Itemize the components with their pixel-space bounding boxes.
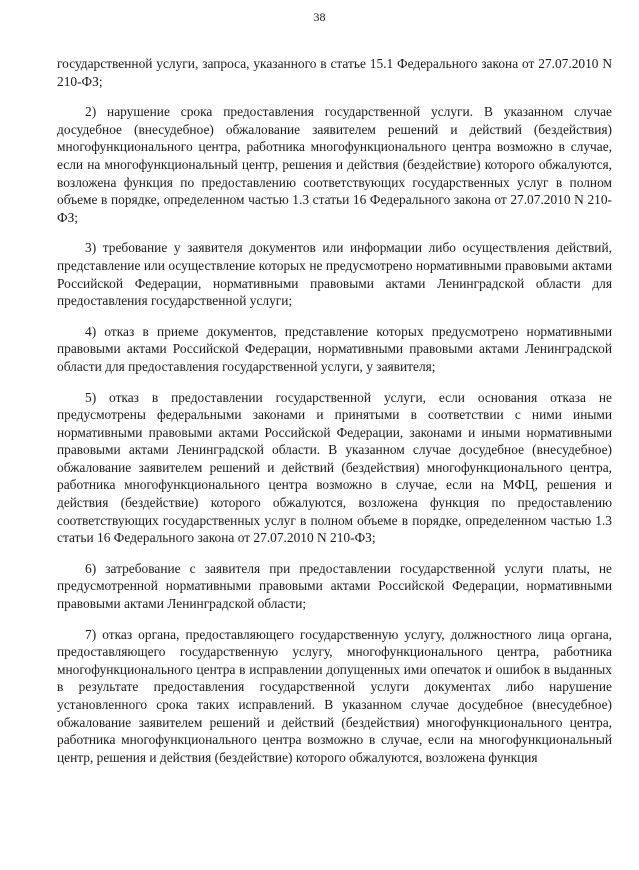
- paragraph-item-7: 7) отказ органа, предоставляющего государственную услугу, должностного лица органа, предоставляющего государственную услугу, многофункционального центра, работника многофункционального центра в исправлении допущенных ими опечаток и ошибок в выданных в результате предоставления государственной услуги документах либо нарушение установленного срока таких исправлений. В указанном случае досудебное (внесудебное) обжалование заявителем решений и действий (бездействия) многофункционального центра, работника многофункционального центра возможно в случае, если на многофункциональный центр, решения и действия (бездействие) которого обжалуются, возложена функция: [57, 626, 612, 765]
- paragraph-item-2: 2) нарушение срока предоставления государственной услуги. В указанном случае досудебное (внесудебное) обжалование заявителем решений и действий (бездействия) многофункционального центра, работника многофункционального центра возможно в случае, если на многофункциональный центр, решения и действия (бездействие) которого обжалуются, возложена функция по предоставлению соответствующих государственных услуг в полном объеме в порядке, определенном частью 1.3 статьи 16 Федерального закона от 27.07.2010 N 210-ФЗ;: [57, 104, 612, 225]
- paragraph-item-5: 5) отказ в предоставлении государственной услуги, если основания отказа не предусмотрены федеральными законами и принятыми в соответствии с ними иными нормативными правовыми актами Российской Федерации, законами и иными нормативными правовыми актами Ленинградской области. В указанном случае досудебное (внесудебное) обжалование заявителем решений и действий (бездействия) многофункционального центра, работника многофункционального центра возможно в случае, если на МФЦ, решения и действия (бездействие) которого обжалуются, возложена функция по предоставлению соответствующих государственных услуг в полном объеме в порядке, определенном частью 1.3 статьи 16 Федерального закона от 27.07.2010 N 210-ФЗ;: [57, 389, 612, 546]
- page-number: 38: [313, 10, 326, 24]
- paragraph-item-3: 3) требование у заявителя документов или информации либо осуществления действий, представление или осуществление которых не предусмотрено нормативными правовыми актами Российской Федерации, нормативными правовыми актами Ленинградской области для предоставления государственной услуги;: [57, 240, 612, 309]
- document-body: [57, 55, 612, 779]
- paragraph-continuation: государственной услуги, запроса, указанного в статье 15.1 Федерального закона от 27.07.2010 N 210-ФЗ;: [57, 56, 612, 89]
- paragraph-item-4: 4) отказ в приеме документов, представление которых предусмотрено нормативными правовыми актами Российской Федерации, нормативными правовыми актами Ленинградской области для предоставления государственной услуги, у заявителя;: [57, 323, 612, 374]
- paragraph-item-6: 6) затребование с заявителя при предоставлении государственной услуги платы, не предусмотренной нормативными правовыми актами Российской Федерации, нормативными правовыми актами Ленинградской области;: [57, 560, 612, 612]
